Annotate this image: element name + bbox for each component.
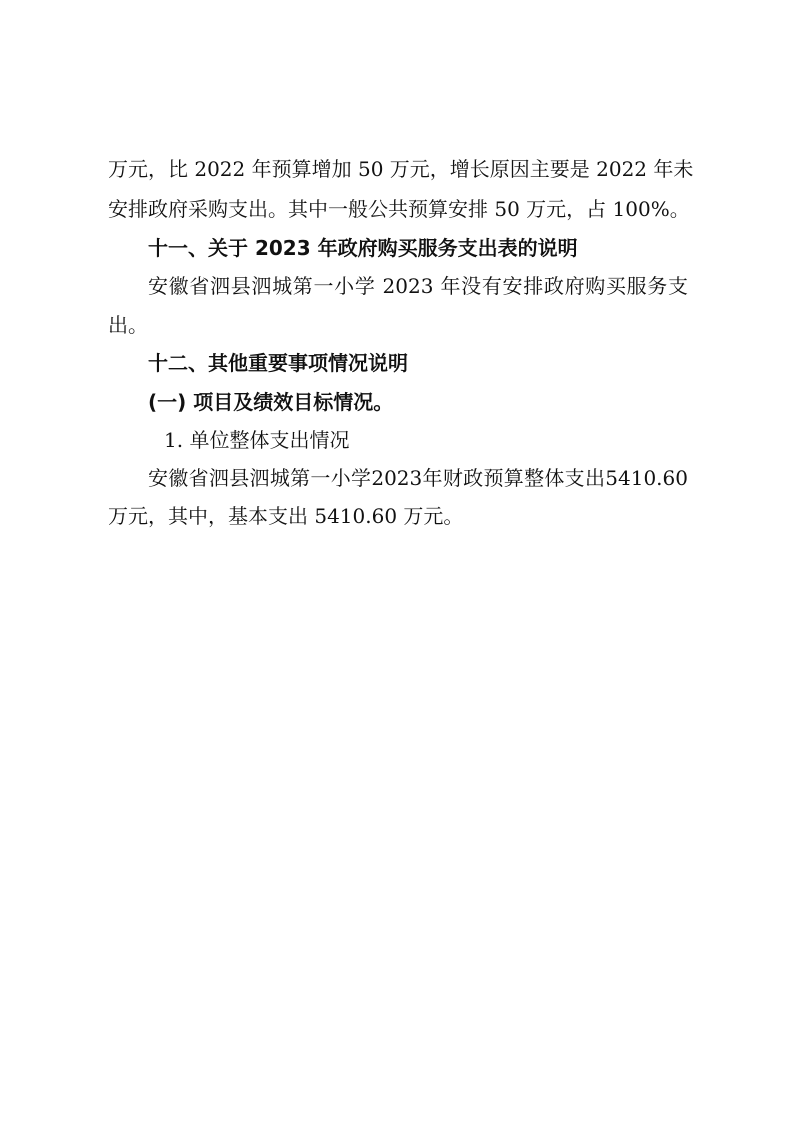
item-1-title: 1. 单位整体支出情况 xyxy=(164,428,350,452)
section-12-heading: 十二、其他重要事项情况说明 xyxy=(148,351,408,375)
budget-paragraph-line-1: 万元，比 2022 年预算增加 50 万元，增长原因主要是 2022 年未 xyxy=(108,157,694,181)
section-11-heading: 十一、关于 2023 年政府购买服务支出表的说明 xyxy=(148,236,578,260)
section-11-body-line-2: 出。 xyxy=(108,313,148,337)
section-11-body-line-1: 安徽省泗县泗城第一小学 2023 年没有安排政府购买服务支 xyxy=(148,274,688,298)
budget-paragraph-line-2: 安排政府采购支出。其中一般公共预算安排 50 万元，占 100%。 xyxy=(108,197,690,221)
item-1-body-line-2: 万元，其中，基本支出 5410.60 万元。 xyxy=(108,504,464,528)
section-12-subheading: (一) 项目及绩效目标情况。 xyxy=(148,390,394,414)
item-1-body-line-1: 安徽省泗县泗城第一小学2023年财政预算整体支出5410.60 xyxy=(148,466,688,490)
